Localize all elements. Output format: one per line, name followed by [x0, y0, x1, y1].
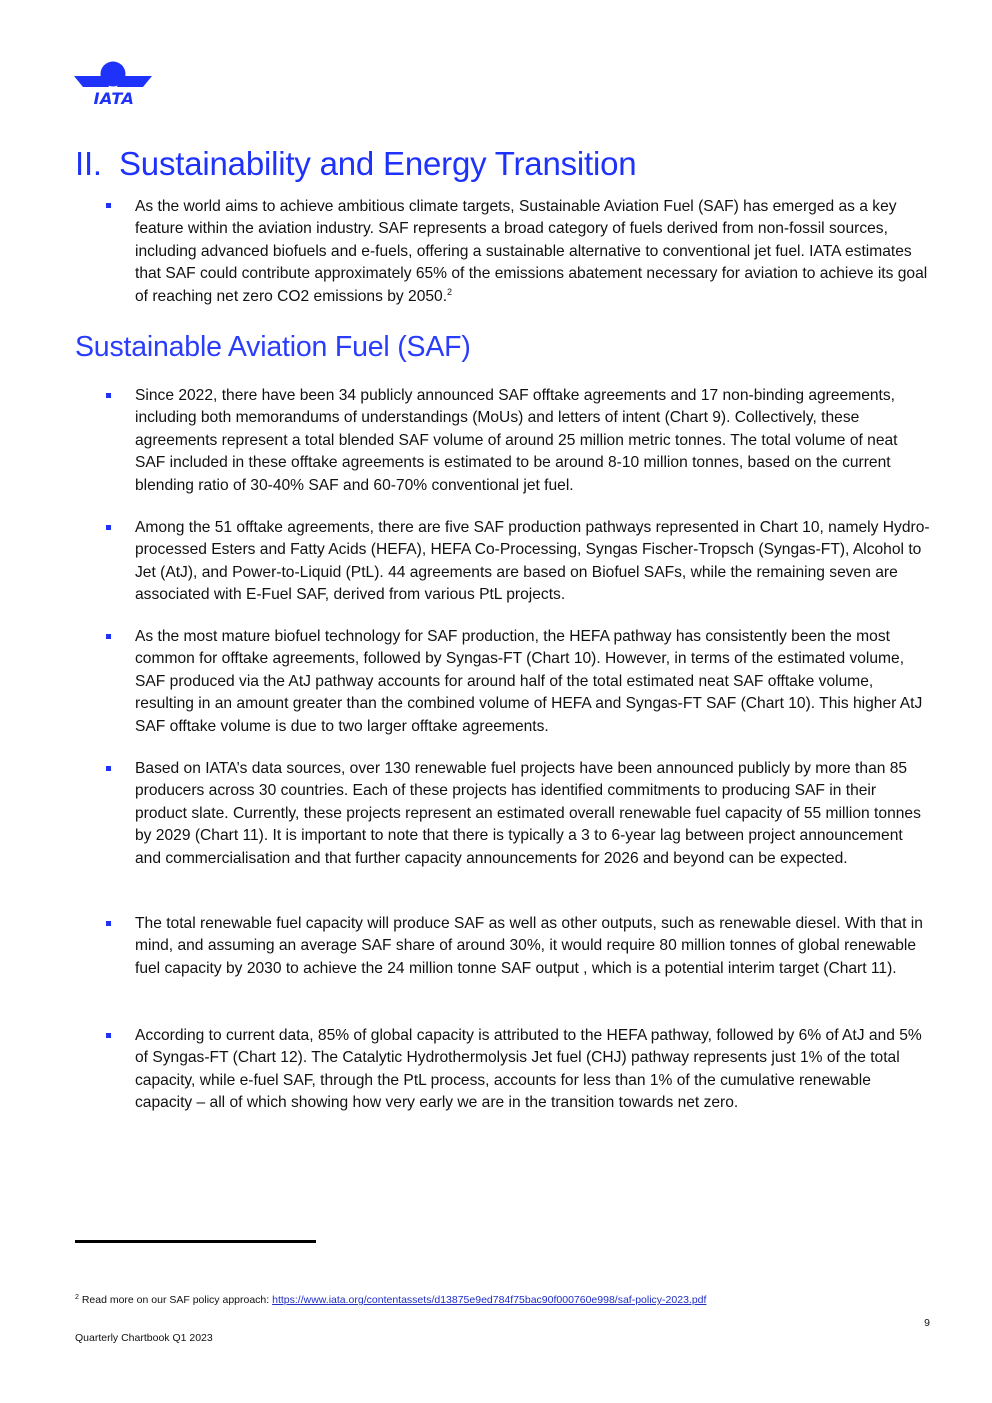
bullet-marker — [106, 634, 111, 639]
footnote — [75, 1293, 706, 1307]
footnote-link[interactable]: https://www.iata.org/contentassets/d13875e9ed784f75bac90f000760e998/saf-policy-2023.pdf — [272, 1294, 707, 1306]
section-title-text: Sustainability and Energy Transition — [119, 145, 637, 182]
iata-logo — [74, 60, 152, 112]
bullet-text: Since 2022, there have been 34 publicly announced SAF offtake agreements and 17 non-binding agreements, including both memorandums of understandings (MoUs) and letters of intent (Chart 9). Collectively, these agreements represent a total blended SAF volume of around 25 million metric tonnes. The total volume of neat SAF included in these offtake agreements is estimated to be around 8-10 million tonnes, based on the current blending ratio of 30-40% SAF and 60-70% conventional jet fuel. — [135, 387, 898, 494]
bullet-text: As the most mature biofuel technology for SAF production, the HEFA pathway has consistently been the most common for offtake agreements, followed by Syngas-FT (Chart 10). However, in terms of the estimated volume, SAF produced via the AtJ pathway accounts for around half of the total estimated neat SAF offtake volume, resulting in an amount greater than the combined volume of HEFA and Syngas-FT SAF (Chart 10). This higher AtJ SAF offtake volume is due to two larger offtake agreements. — [135, 628, 923, 735]
section-title — [75, 140, 636, 188]
footer-publication: Quarterly Chartbook Q1 2023 — [75, 1332, 213, 1344]
bullet-text: Among the 51 offtake agreements, there are five SAF production pathways represented in Chart 10, namely Hydro-processed Esters and Fatty Acids (HEFA), HEFA Co-Processing, Syngas Fischer-Tropsch (Syngas-FT), Alcohol to Jet (AtJ), and Power-to-Liquid (PtL). 44 agreements are based on Biofuel SAFs, while the remaining seven are associated with E-Fuel SAF, derived from various PtL projects. — [135, 519, 930, 604]
footnote-ref: 2 — [447, 286, 453, 297]
section-number: II. — [75, 145, 102, 182]
page-number: 9 — [924, 1317, 930, 1329]
bullet-marker — [106, 1033, 111, 1038]
bullet-text: According to current data, 85% of global capacity is attributed to the HEFA pathway, followed by 6% of AtJ and 5% of Syngas-FT (Chart 12). The Catalytic Hydrothermolysis Jet fuel (CHJ) pathway represents just 1% of the total capacity, while e-fuel SAF, through the PtL process, accounts for less than 1% of the cumulative renewable capacity – all of which showing how very early we are in the transition towards net zero. — [135, 1027, 922, 1112]
bullet-marker — [106, 525, 111, 530]
footnote-text: Read more on our SAF policy approach: — [81, 1294, 273, 1306]
bullet-marker — [106, 921, 111, 926]
bullet-text: Based on IATA’s data sources, over 130 renewable fuel projects have been announced publicly by more than 85 producers across 30 countries. Each of these projects has identified commitments to producing SAF in their product slate. Currently, these projects represent an estimated overall renewable fuel capacity of 55 million tonnes by 2029 (Chart 11). It is important to note that there is typically a 3 to 6-year lag between project announcement and commercialisation and that further capacity announcements for 2026 and beyond can be expected. — [135, 760, 921, 867]
bullet-marker — [106, 393, 111, 398]
bullet-marker — [106, 766, 111, 771]
subheading: Sustainable Aviation Fuel (SAF) — [75, 331, 471, 363]
footnote-divider — [75, 1240, 316, 1243]
logo-brand-text: IATA — [93, 89, 135, 108]
bullet-text: The total renewable fuel capacity will produce SAF as well as other outputs, such as renewable diesel. With that in mind, and assuming an average SAF share of around 30%, it would require 80 million tonnes of global renewable fuel capacity by 2030 to achieve the 24 million tonne SAF output , which is a potential interim target (Chart 11). — [135, 915, 923, 977]
bullet-marker — [106, 203, 111, 208]
footnote-number: 2 — [75, 1294, 79, 1301]
bullet-text: As the world aims to achieve ambitious climate targets, Sustainable Aviation Fuel (SAF) has emerged as a key feature within the aviation industry. SAF represents a broad category of fuels derived from non-fossil sources, including advanced biofuels and e-fuels, offering a sustainable alternative to conventional jet fuel. IATA estimates that SAF could contribute approximately 65% of the emissions abatement necessary for aviation to achieve its goal of reaching net zero CO2 emissions by 2050.$^2$ — [135, 198, 928, 305]
